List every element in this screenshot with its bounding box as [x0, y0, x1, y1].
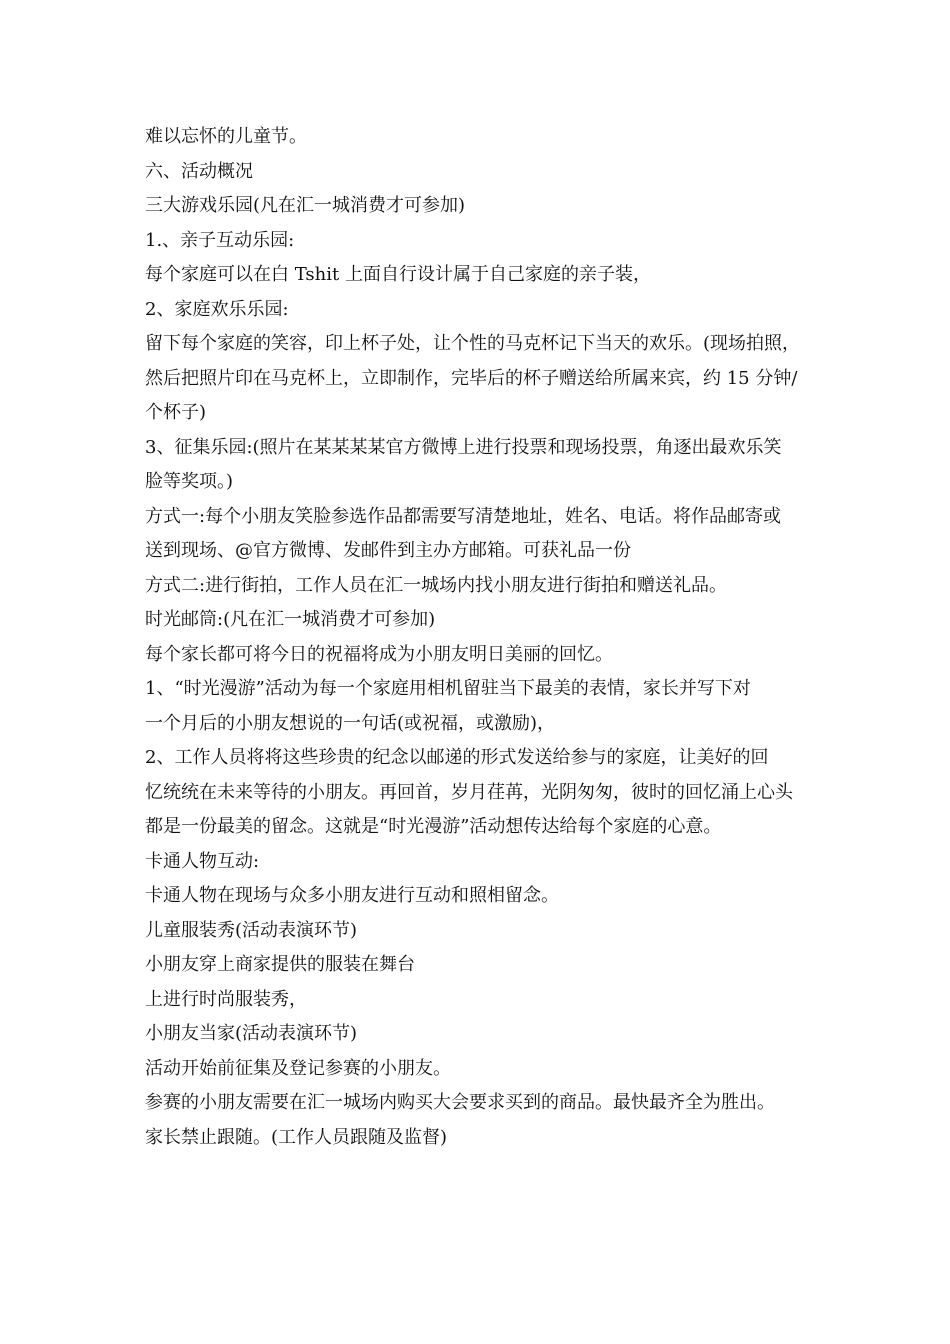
text-line: 留下每个家庭的笑容，印上杯子处，让个性的马克杯记下当天的欢乐。(现场拍照， [145, 333, 801, 354]
text-line: 小朋友穿上商家提供的服装在舞台 [145, 954, 415, 975]
text-line: 时光邮筒:(凡在汇一城消费才可参加) [145, 609, 436, 630]
text-line: 脸等奖项。) [145, 471, 234, 492]
text-line: 送到现场、@官方微博、发邮件到主办方邮箱。可获礼品一份 [145, 540, 631, 561]
text-line: 活动开始前征集及登记参赛的小朋友。 [145, 1057, 451, 1079]
text-line: 一个月后的小朋友想说的一句话(或祝福，或激励)， [145, 712, 556, 734]
text-line: 儿童服装秀(活动表演环节) [145, 919, 358, 941]
text-line: 方式二:进行街拍，工作人员在汇一城场内找小朋友进行街拍和赠送礼品。 [145, 574, 728, 596]
text-line: 2、家庭欢乐乐园: [145, 298, 289, 320]
text-line: 家长禁止跟随。(工作人员跟随及监督) [145, 1126, 448, 1148]
text-line: 三大游戏乐园(凡在汇一城消费才可参加) [145, 195, 466, 216]
text-line: 个杯子) [145, 402, 207, 423]
text-line: 卡通人物在现场与众多小朋友进行互动和照相留念。 [145, 885, 559, 906]
text-line: 2、工作人员将将这些珍贵的纪念以邮递的形式发送给参与的家庭，让美好的回 [145, 747, 769, 768]
text-line: 3、征集乐园:(照片在某某某某官方微博上进行投票和现场投票，角逐出最欢乐笑 [145, 436, 782, 458]
text-line: 参赛的小朋友需要在汇一城场内购买大会要求买到的商品。最快最齐全为胜出。 [145, 1092, 775, 1113]
text-line: 1、“时光漫游”活动为每一个家庭用相机留驻当下最美的表情，家长并写下对 [145, 678, 751, 699]
text-line: 都是一份最美的留念。这就是“时光漫游”活动想传达给每个家庭的心意。 [145, 816, 722, 837]
text-line: 每个家庭可以在白 Tshit 上面自行设计属于自己家庭的亲子装， [145, 264, 651, 285]
document-body [145, 120, 825, 1155]
text-line: 小朋友当家(活动表演环节) [145, 1023, 358, 1044]
text-line: 1.、亲子互动乐园: [145, 229, 295, 251]
text-line: 难以忘怀的儿童节。 [145, 126, 307, 147]
text-line: 方式一:每个小朋友笑脸参选作品都需要写清楚地址，姓名、电话。将作品邮寄或 [145, 505, 782, 527]
text-line: 每个家长都可将今日的祝福将成为小朋友明日美丽的回忆。 [145, 643, 613, 665]
text-line: 卡通人物互动: [145, 850, 260, 872]
text-line: 然后把照片印在马克杯上，立即制作，完毕后的杯子赠送给所属来宾，约 15 分钟/ [145, 367, 798, 389]
text-line: 忆统统在未来等待的小朋友。再回首，岁月荏苒，光阴匆匆，彼时的回忆涌上心头 [145, 781, 793, 803]
text-line: 上进行时尚服装秀， [145, 988, 307, 1010]
section-heading: 六、活动概况 [145, 160, 253, 182]
